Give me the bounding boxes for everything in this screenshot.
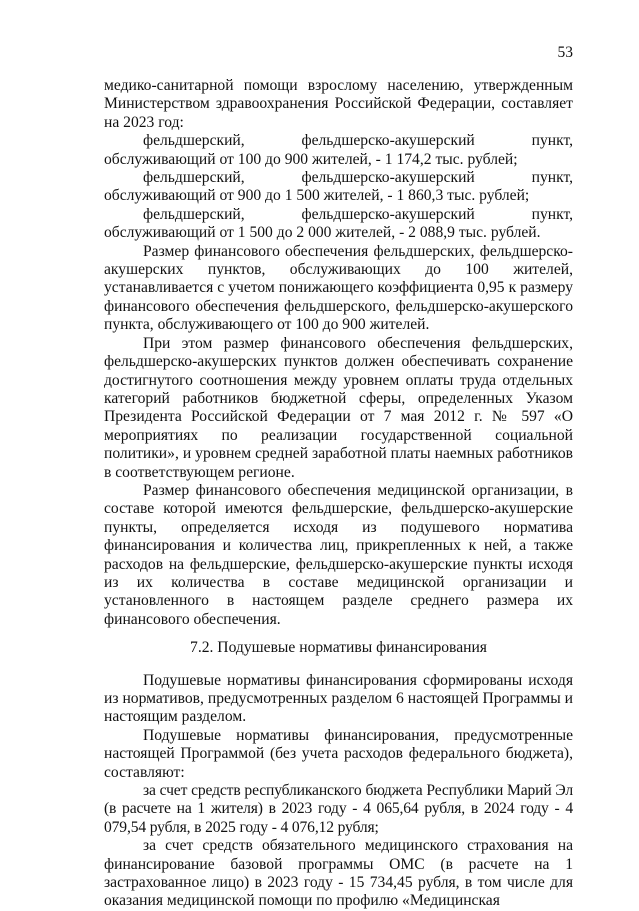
paragraph-organization-funding: Размер финансового обеспечения медицинской организации, в составе которой имеются фельдшерские, фельдшерско-акушерские пункты, определяется исходя из подушевого норматива финансирования и количества лиц, прикрепленных к ней, а также расходов на фельдшерские, фельдшерско-акушерские пункты исходя из их количества в составе медицинской организации и установленного в настоящем разделе среднего размера их финансового обеспечения. — [104, 481, 573, 628]
paragraph-oms-funding: за счет средств обязательного медицинского страхования на финансирование базовой программы ОМС (в расчете на 1 застрахованное лицо) в 2023 году - 15 734,45 рубля, в том числе для оказания медицинской помощи по профилю «Медицинская — [104, 837, 573, 910]
document-body — [104, 77, 573, 911]
section-heading: 7.2. Подушевые нормативы финансирования — [190, 639, 487, 657]
page-number: 53 — [557, 44, 573, 61]
paragraph-fap-under-100: Размер финансового обеспечения фельдшерских, фельдшерско-акушерских пунктов, обслуживающих до 100 жителей, устанавливается с учетом понижающего коэффициента 0,95 к размеру финансового обеспечения фельдшерского, фельдшерско-акушерского пункта, обслуживающего от 100 до 900 жителей. — [104, 242, 573, 334]
paragraph-republic-budget: за счет средств республиканского бюджета Республики Марий Эл (в расчете на 1 жителя) в 2023 году - 4 065,64 рубля, в 2024 году - 4 079,54 рубля, в 2025 году - 4 076,12 рубля; — [104, 782, 573, 836]
paragraph-fap-100-900: фельдшерский, фельдшерско-акушерский пункт, обслуживающий от 100 до 900 жителей, - 1 174,2 тыс. рублей; — [104, 132, 573, 168]
paragraph-salary-ratio: При этом размер финансового обеспечения фельдшерских, фельдшерско-акушерских пунктов должен обеспечивать сохранение достигнутого соотношения между уровнем оплаты труда отдельных категорий работников бюджетной сферы, определенных Указом Президента Российской Федерации от 7 мая 2012 г. № 597 «О мероприятиях по реализации государственной социальной политики», и уровнем средней заработной платы наемных работников в соответствующем регионе. — [104, 334, 573, 481]
paragraph-fap-1500-2000: фельдшерский, фельдшерско-акушерский пункт, обслуживающий от 1 500 до 2 000 жителей, - 2 088,9 тыс. рублей. — [104, 205, 573, 242]
paragraph-fap-900-1500: фельдшерский, фельдшерско-акушерский пункт, обслуживающий от 900 до 1 500 жителей, - 1 860,3 тыс. рублей; — [104, 169, 573, 205]
paragraph-per-capita-list-intro: Подушевые нормативы финансирования, предусмотренные настоящей Программой (без учета расходов федерального бюджета), составляют: — [104, 726, 573, 781]
paragraph-continuation: медико-санитарной помощи взрослому населению, утвержденным Министерством здравоохранения Российской Федерации, составляет на 2023 год: — [104, 77, 573, 131]
paragraph-per-capita-intro: Подушевые нормативы финансирования сформированы исходя из нормативов, предусмотренных разделом 6 настоящей Программы и настоящим разделом. — [104, 671, 573, 726]
